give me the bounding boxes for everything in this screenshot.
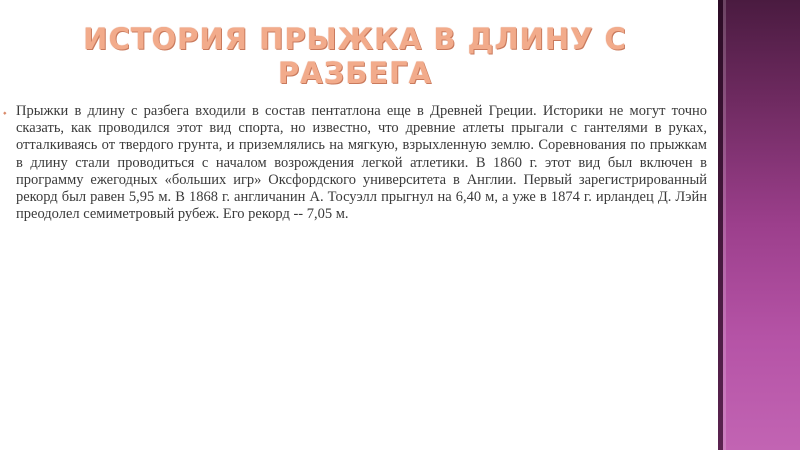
- bullet-icon: ⬩: [3, 108, 7, 119]
- slide-title-line-2: РАЗБЕГА: [277, 56, 433, 90]
- slide-title: [40, 22, 670, 90]
- slide-body-text: Прыжки в длину с разбега входили в состав пентатлона еще в Древней Греции. Историки не могут точно сказать, как проводился этот вид спорта, но известно, что древние атлеты прыгали с гантелями в руках, отталкиваясь от твердого грунта, и приземлялись на мягкую, взрыхленную землю. Соревнования по прыжкам в длину стали проводиться с началом возрождения легкой атлетики. В 1860 г. этот вид был включен в программу ежегодных «больших игр» Оксфордского университета в Англии. Первый зарегистрированный рекорд был равен 5,95 м. В 1868 г. англичанин А. Тосуэлл прыгнул на 6,40 м, а уже в 1874 г. ирландец Д. Лэйн преодолел семиметровый рубеж. Его рекорд -- 7,05 м.: [16, 103, 707, 223]
- decorative-side-panel: [718, 0, 800, 450]
- slide-title-line-1: ИСТОРИЯ ПРЫЖКА В ДЛИНУ С: [83, 22, 627, 56]
